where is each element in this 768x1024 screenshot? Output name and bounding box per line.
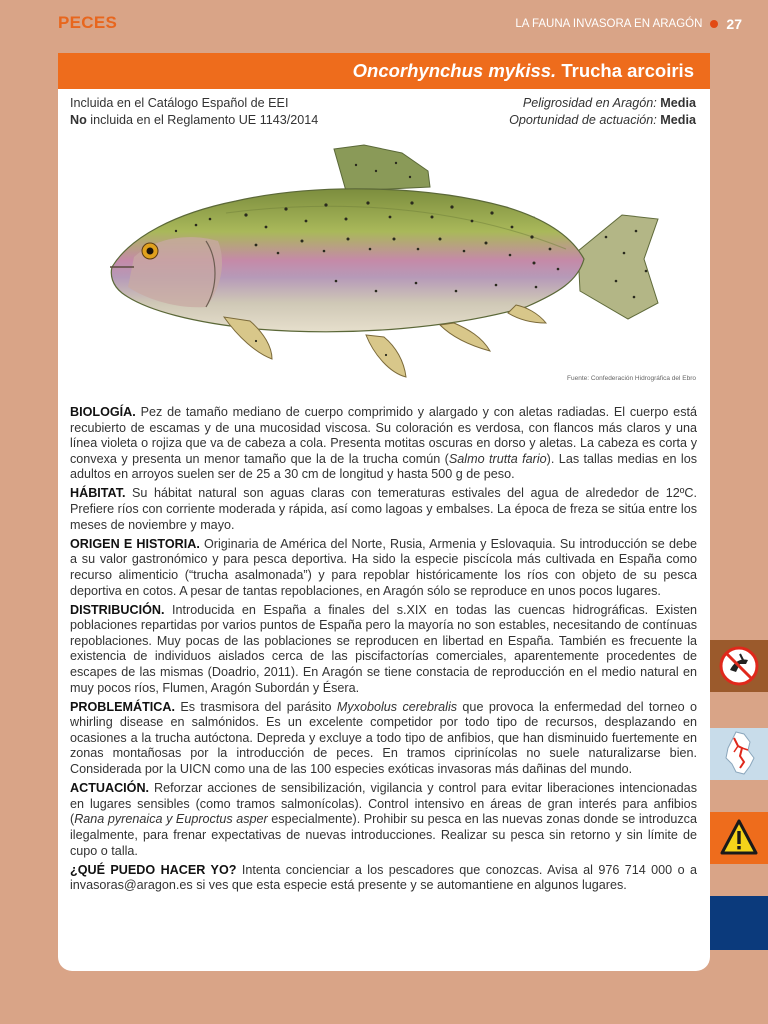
section-biologia: BIOLOGÍA. Pez de tamaño mediano de cuerpo comprimido y alargado y con aletas radiadas. El cuerpo está recubierto de escamas y de una mucosidad viscosa. Su coloración es verdosa, con flancos más claros y una línea violeta o rojiza que va de cabeza a cola. Presenta motitas oscuras en dorso y aletas. La cabeza es corta y convexa y presenta un menor tamaño que la de la trucha común (Salmo trutta fario). Las tallas medias en los adultos en arroyos suelen ser de 25 a 30 cm de longitud y hasta 500 g de peso. bbox=[70, 405, 697, 482]
rainbow-trout-illustration bbox=[106, 141, 662, 381]
catalog-status: Incluida en el Catálogo Español de EEI bbox=[70, 96, 289, 110]
species-card bbox=[58, 53, 710, 971]
header-right bbox=[515, 16, 742, 32]
section-que-hacer: ¿QUÉ PUEDO HACER YO? Intenta concienciar a los pescadores que conozcas. Avisa al 976 714 000 o a invasoras@aragon.es si ves que esta especie está presente y se automantiene en algunos lugares. bbox=[70, 862, 697, 893]
section-actuacion: ACTUACIÓN. Reforzar acciones de sensibilización, vigilancia y control para evitar liberaciones intencionadas en lugares sensibles (como tramos salmonícolas). Control intensivo en áreas de gran interés para anfibios (Rana pyrenaica y Euproctus asper especialmente). Prohibir su pesca en las nuevas zonas donde se introduzca ilegalmente, para frenar expectativas de nuevas introducciones. Realizar su pesca sin retorno y sin límite de cupo o talla. bbox=[70, 781, 697, 858]
risk-status bbox=[509, 95, 696, 129]
bullet-dot-icon bbox=[710, 20, 718, 28]
common-name: Trucha arcoiris bbox=[556, 60, 694, 81]
warning-tab[interactable] bbox=[710, 812, 768, 864]
danger-level: Peligrosidad en Aragón: Media bbox=[522, 96, 696, 110]
section-problematica: PROBLEMÁTICA. Es trasmisora del parásito Myxobolus cerebralis que provoca la enfermedad del torneo o whirling disease en salmónidos. Es un excelente competidor por todo tipo de recursos, desplazando en ocasiones a la trucha autóctona. Depreda y excluye a todo tipo de anfibios, que han disminuido fuertemente en zonas montañosas por la introducción de peces. En tramos ciprinícolas no suele naturalizarse bien. Considerada por la UICN como una de las 100 especies exóticas invasoras más dañinas del mundo. bbox=[70, 699, 697, 777]
action-opportunity: Oportunidad de actuación: Media bbox=[509, 113, 696, 127]
no-release-icon bbox=[710, 640, 768, 692]
warning-icon bbox=[710, 812, 768, 864]
no-release-tab[interactable] bbox=[710, 640, 768, 692]
section-habitat: HÁBITAT. Su hábitat natural son aguas claras con temeraturas estivales del agua de alrededor de 12ºC. Prefiere ríos con corriente moderada y rápida, así como lagoas y embalses. La época de freza se sitúa entre los meses de noviembre y mayo. bbox=[70, 486, 697, 532]
species-title-bar bbox=[58, 53, 710, 89]
aragon-map-tab[interactable] bbox=[710, 728, 768, 780]
legal-status bbox=[70, 95, 318, 129]
section-origen: ORIGEN E HISTORIA. Originaria de América del Norte, Rusia, Armenia y Eslovaquia. Su introducción se debe a su valor gastronómico y para pesca deportiva. Ha sido la especie piscícola más cultivada en España como recurso alimenticio (“trucha asalmonada”) y para repoblar históricamente los ríos con objeto de su pesca deportiva en cotos. A pesar de tantas repoblaciones, en Aragón sólo se reproduce en unos pocos lugares. bbox=[70, 536, 697, 598]
aragon-map-icon bbox=[710, 728, 768, 780]
section-title: PECES bbox=[58, 13, 118, 32]
species-description bbox=[70, 405, 697, 897]
species-title bbox=[353, 60, 694, 82]
blank-tab[interactable] bbox=[710, 896, 768, 950]
scientific-name: Oncorhynchus mykiss. bbox=[352, 60, 557, 81]
regulation-status: No incluida en el Reglamento UE 1143/2014 bbox=[70, 113, 319, 127]
page-header bbox=[0, 0, 768, 48]
section-distribucion: DISTRIBUCIÓN. Introducida en España a finales del s.XIX en todas las cuencas hidrográficas. Existen poblaciones repartidas por varios puntos de España pero la mayoría no son estables, necesitando de contínuas repoblaciones. Muy pocas de las poblaciones se reproducen en libertad en España. También es frecuente la existencia de individuos aislados cerca de las piscifactorías comerciales, aparentemente procedentes de escapes de las mismas (Doadrio, 2011). En Aragón se tiene constacia de reproducción en el medio natural en muy pocos ríos, Flumen, Aragón Subordán y Ésera. bbox=[70, 602, 697, 695]
publication-title: LA FAUNA INVASORA EN ARAGÓN bbox=[515, 18, 703, 30]
page-number: 27 bbox=[726, 16, 742, 32]
image-source-credit: Fuente: Confederación Hidrográfica del Ebro bbox=[567, 375, 696, 382]
